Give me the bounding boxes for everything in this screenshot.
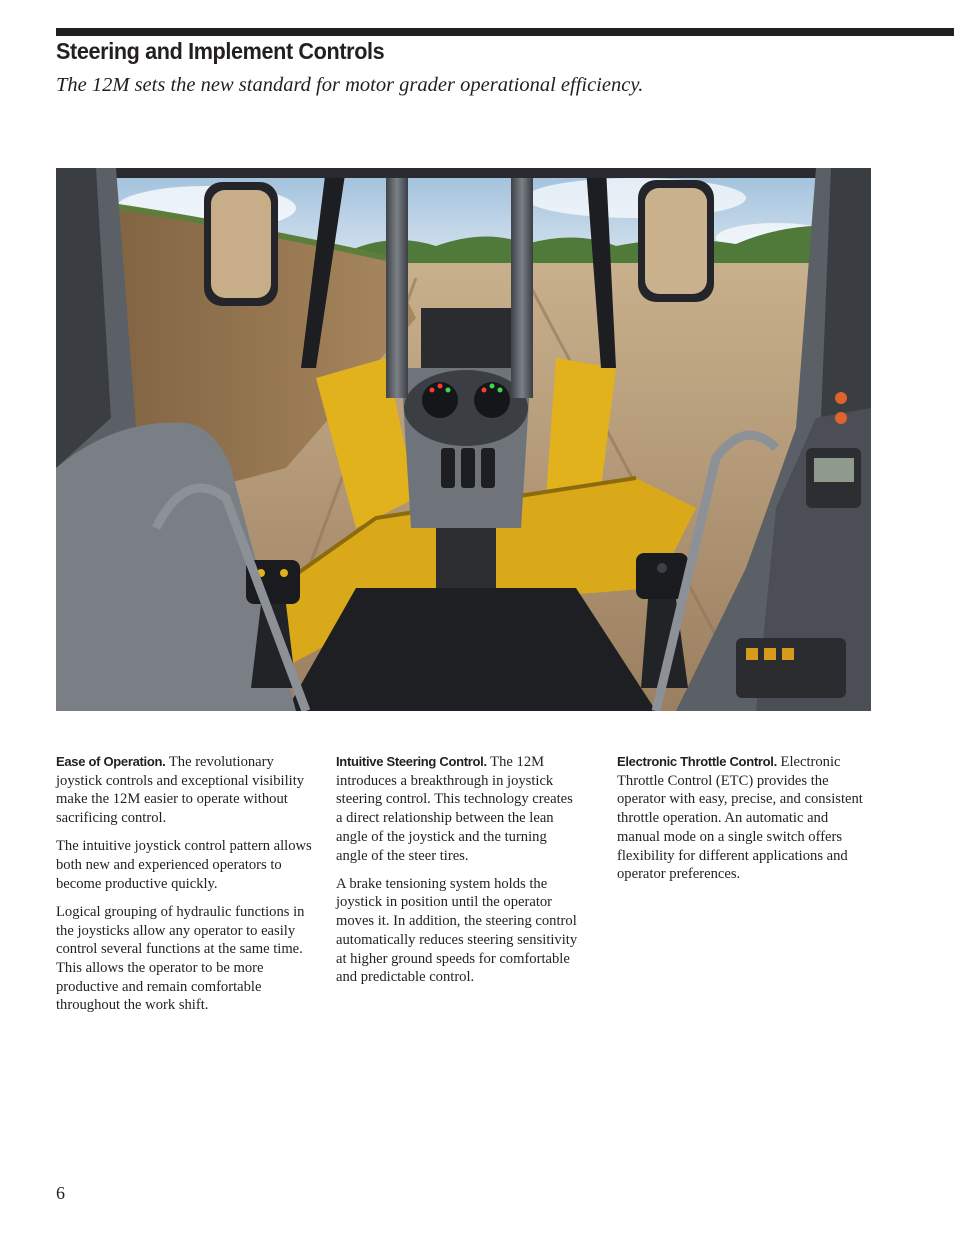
paragraph xyxy=(56,837,312,893)
cab-interior-photo xyxy=(56,168,871,711)
paragraph-text: Electronic Throttle Control (ETC) provides the operator with easy, precise, and consistent throttle operation. An automatic and manual mode on a single switch offers flexibility for different applications and operator preferences. xyxy=(617,754,863,883)
text-column-ease-of-operation xyxy=(56,753,312,1025)
paragraph xyxy=(56,903,312,1015)
page-subtitle: The 12M sets the new standard for motor grader operational efficiency. xyxy=(56,74,644,96)
cab-illustration xyxy=(56,168,871,711)
page-number: 6 xyxy=(56,1183,65,1203)
paragraph-lead: Intuitive Steering Control. xyxy=(336,754,487,769)
paragraph-lead: Electronic Throttle Control. xyxy=(617,754,777,769)
paragraph xyxy=(56,753,312,828)
paragraph-lead: Ease of Operation. xyxy=(56,754,166,769)
paragraph-text: The 12M introduces a breakthrough in joystick steering control. This technology creates a direct relationship between the lean angle of the joystick and the turning angle of the steer tires. xyxy=(336,754,573,864)
page-title: Steering and Implement Controls xyxy=(56,38,385,64)
paragraph-text: The intuitive joystick control pattern allows both new and experienced operators to become productive quickly. xyxy=(56,838,312,892)
paragraph-text: Logical grouping of hydraulic functions in the joysticks allow any operator to easily control several functions at the same time. This allows the operator to be more productive and remain comfortable throughout the work shift. xyxy=(56,903,305,1014)
paragraph xyxy=(336,753,580,865)
paragraph xyxy=(617,753,873,884)
paragraph-text: The revolutionary joystick controls and exceptional visibility make the 12M easier to operate without sacrificing control. xyxy=(56,754,305,827)
header-rule xyxy=(56,28,954,36)
text-column-electronic-throttle xyxy=(617,753,873,893)
paragraph-text: A brake tensioning system holds the joystick in position until the operator moves it. In addition, the steering control automatically reduces steering sensitivity at higher ground speeds for comfortable and predictable control. xyxy=(336,875,578,986)
text-column-intuitive-steering xyxy=(336,753,580,996)
paragraph xyxy=(336,875,580,987)
